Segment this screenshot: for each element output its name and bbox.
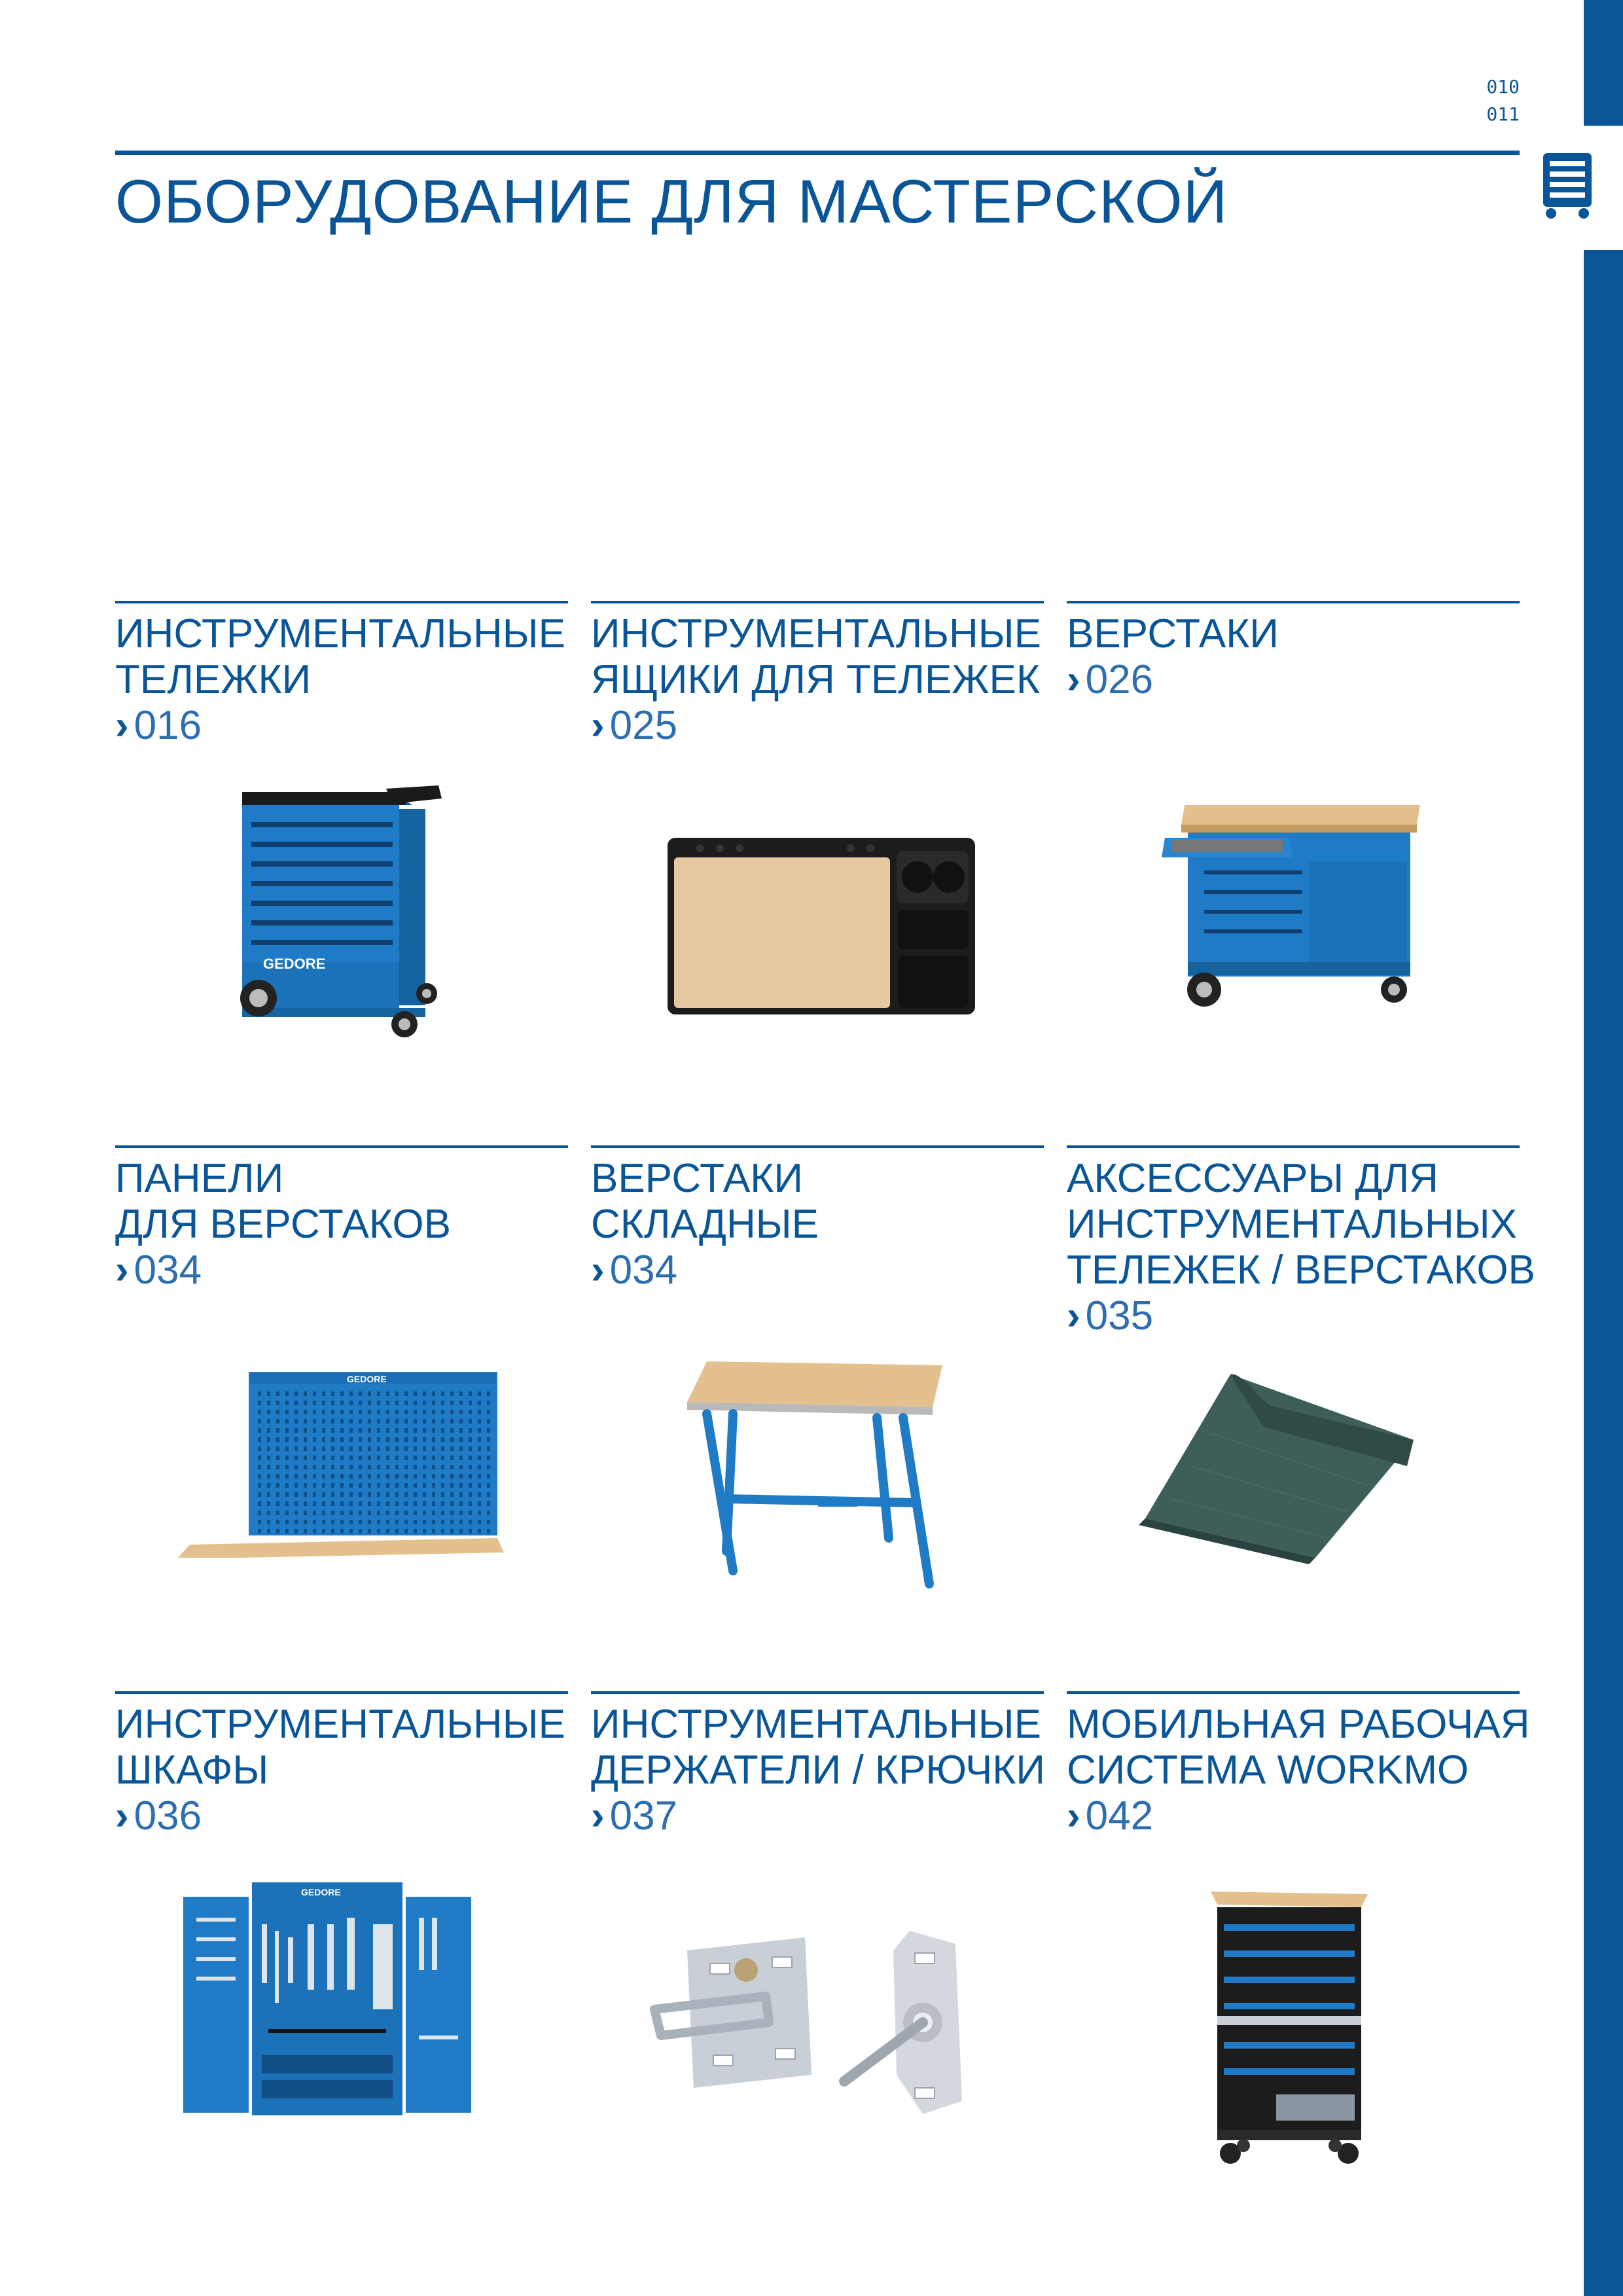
category-title — [115, 611, 568, 703]
page-ref-number: 016 — [134, 703, 202, 748]
category-title-line: ЯЩИКИ ДЛЯ ТЕЛЕЖЕК — [591, 657, 1041, 702]
category-title-line: СИСТЕМА WORKMO — [1067, 1748, 1469, 1793]
category-title-line: ТЕЛЕЖЕК / ВЕРСТАКОВ — [1067, 1247, 1535, 1293]
category-title-line: ИНСТРУМЕНТАЛЬНЫЕ — [115, 1702, 565, 1747]
category-rule — [591, 1691, 1044, 1694]
category-rule — [115, 1691, 568, 1694]
category-title-line: ТЕЛЕЖКИ — [115, 657, 312, 702]
chevron-right-icon: › — [591, 1793, 605, 1839]
page-ref-number: 026 — [1085, 657, 1154, 702]
category-folding-workbenches[interactable] — [591, 1145, 1044, 1293]
page-ref-number: 037 — [609, 1793, 678, 1839]
category-page-ref[interactable] — [115, 703, 568, 749]
chevron-right-icon: › — [115, 1247, 129, 1293]
category-title-line: ВЕРСТАКИ — [591, 1156, 803, 1201]
category-workbench-panels[interactable] — [115, 1145, 568, 1293]
tool-trolley-image[interactable] — [223, 772, 465, 1047]
category-workmo[interactable] — [1067, 1691, 1530, 1839]
category-title-line: ВЕРСТАКИ — [1067, 611, 1279, 656]
category-rule — [591, 1145, 1044, 1148]
category-workbenches[interactable] — [1067, 601, 1520, 703]
category-page-ref[interactable] — [1067, 1793, 1520, 1839]
page-number-left: 010 — [1486, 76, 1520, 98]
category-title — [1067, 1156, 1535, 1293]
tool-hooks-image[interactable] — [648, 1924, 988, 2121]
page-numbers — [1486, 73, 1520, 128]
page-title: ОБОРУДОВАНИЕ ДЛЯ МАСТЕРСКОЙ — [115, 167, 1228, 236]
chevron-right-icon: › — [115, 1793, 129, 1839]
category-title-line: ДЕРЖАТЕЛИ / КРЮЧКИ — [591, 1748, 1045, 1793]
category-page-ref[interactable] — [115, 1793, 568, 1839]
category-trolley-modules[interactable] — [591, 601, 1044, 749]
category-title — [115, 1156, 568, 1247]
page-ref-number: 034 — [609, 1247, 678, 1293]
page-ref-number: 034 — [134, 1247, 202, 1293]
category-page-ref[interactable] — [1067, 1293, 1520, 1339]
category-accessories[interactable] — [1067, 1145, 1535, 1339]
side-tab-bar-top — [1584, 0, 1623, 126]
category-title-line: ШКАФЫ — [115, 1748, 269, 1793]
tool-cabinet-image[interactable] — [177, 1878, 478, 2121]
category-rule — [1067, 1691, 1520, 1694]
page-ref-number: 025 — [609, 703, 678, 748]
page-ref-number: 035 — [1085, 1293, 1154, 1338]
category-title — [1067, 1702, 1530, 1793]
category-rule — [591, 601, 1044, 603]
category-rule — [115, 1145, 568, 1148]
chevron-right-icon: › — [1067, 1793, 1080, 1839]
perforated-panel-image[interactable] — [177, 1368, 510, 1558]
category-title-line: АКСЕССУАРЫ ДЛЯ — [1067, 1156, 1438, 1201]
folding-workbench-image[interactable] — [681, 1355, 949, 1597]
page-number-right: 011 — [1486, 103, 1520, 125]
tool-trolley-icon — [1539, 152, 1596, 220]
category-title-line: ПАНЕЛИ — [115, 1156, 284, 1201]
tool-module-tray-image[interactable] — [661, 831, 988, 1021]
category-tool-cabinets[interactable] — [115, 1691, 568, 1839]
category-page-ref[interactable] — [1067, 657, 1520, 703]
brand-logo: GEDORE — [301, 1887, 341, 1897]
brand-logo: GEDORE — [263, 956, 326, 972]
chevron-right-icon: › — [1067, 1293, 1080, 1338]
category-title-line: МОБИЛЬНАЯ РАБОЧАЯ — [1067, 1702, 1530, 1747]
category-rule — [115, 601, 568, 603]
category-page-ref[interactable] — [591, 703, 1044, 749]
page-ref-number: 042 — [1085, 1793, 1154, 1839]
category-title-line: ИНСТРУМЕНТАЛЬНЫЕ — [115, 611, 565, 656]
category-tool-trolleys[interactable] — [115, 601, 568, 749]
side-tab-bar-bottom — [1584, 250, 1623, 2296]
category-rule — [1067, 601, 1520, 603]
category-title-line: ИНСТРУМЕНТАЛЬНЫЕ — [591, 1702, 1041, 1747]
category-title — [591, 1156, 1044, 1247]
category-title — [591, 1702, 1044, 1793]
category-title-line: СКЛАДНЫЕ — [591, 1202, 819, 1247]
category-page-ref[interactable] — [591, 1793, 1044, 1839]
page-ref-number: 036 — [134, 1793, 202, 1839]
chevron-right-icon: › — [1067, 657, 1080, 702]
drawer-liner-mat-image[interactable] — [1132, 1368, 1420, 1564]
workmo-system-image[interactable] — [1204, 1885, 1374, 2166]
header-rule — [115, 151, 1520, 155]
chevron-right-icon: › — [591, 703, 605, 748]
category-title-line: ДЛЯ ВЕРСТАКОВ — [115, 1202, 451, 1247]
category-title — [1067, 611, 1520, 657]
chevron-right-icon: › — [591, 1247, 605, 1293]
category-title-line: ИНСТРУМЕНТАЛЬНЫЕ — [591, 611, 1041, 656]
category-tool-holders[interactable] — [591, 1691, 1044, 1839]
category-title-line: ИНСТРУМЕНТАЛЬНЫХ — [1067, 1202, 1517, 1247]
category-title — [591, 611, 1044, 703]
chevron-right-icon: › — [115, 703, 129, 748]
category-title — [115, 1702, 568, 1793]
brand-logo: GEDORE — [347, 1374, 387, 1384]
category-page-ref[interactable] — [591, 1247, 1044, 1293]
mobile-workbench-image[interactable] — [1158, 798, 1433, 1014]
category-rule — [1067, 1145, 1520, 1148]
category-page-ref[interactable] — [115, 1247, 568, 1293]
